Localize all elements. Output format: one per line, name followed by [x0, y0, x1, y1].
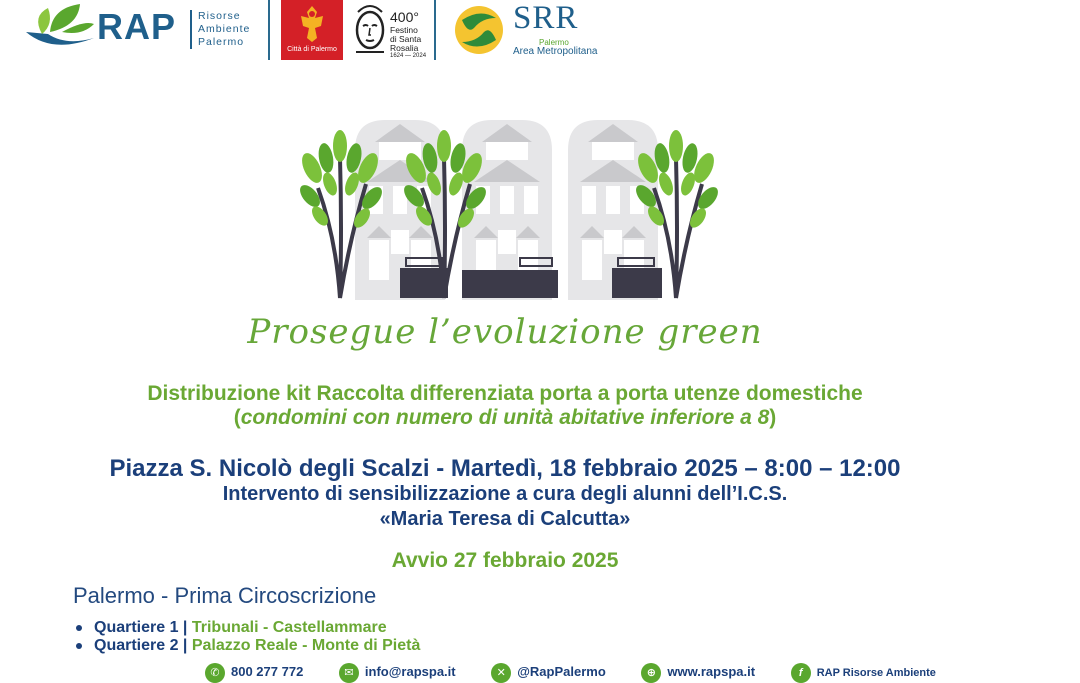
footer-website[interactable]: ⊕ www.rapspa.it	[641, 664, 755, 679]
bullet-icon	[76, 643, 82, 649]
event-school-name: «Maria Teresa di Calcutta»	[379, 508, 631, 530]
footer-facebook[interactable]: f RAP Risorse Ambiente	[791, 667, 936, 679]
footer-phone[interactable]: ✆ 800 277 772	[205, 664, 303, 679]
rap-logo-subtitle: Risorse Ambiente Palermo	[190, 10, 250, 49]
tagline: Prosegue l’evoluzione green	[247, 312, 763, 352]
distribution-title: Distribuzione kit Raccolta differenziata porta a porta utenze domestiche	[147, 382, 863, 405]
srr-swirl-icon	[452, 4, 506, 56]
footer-x-handle[interactable]: ✕ @RapPalermo	[491, 664, 606, 679]
phone-icon: ✆	[205, 663, 225, 683]
srr-logo-word: SRR	[513, 0, 579, 36]
festino-title: Festino di Santa Rosalia	[390, 25, 422, 53]
rap-leaf-icon	[22, 2, 98, 56]
santa-rosalia-face-icon	[352, 2, 388, 58]
event-location-date: Piazza S. Nicolò degli Scalzi - Martedì, 18 febbraio 2025 – 8:00 – 12:00	[109, 455, 901, 482]
rap-logo-word: RAP	[97, 6, 177, 47]
email-icon: ✉	[339, 663, 359, 683]
srr-logo-city: Palermo	[539, 38, 569, 47]
festino-years: 1624 — 2024	[390, 53, 427, 59]
event-description: Intervento di sensibilizzazione a cura degli alunni dell’I.C.S.	[222, 483, 788, 505]
srr-logo-area: Area Metropolitana	[513, 46, 598, 57]
list-item: Quartiere 2 | Palazzo Reale - Monte di Pietà	[76, 637, 420, 655]
buildings-and-trees-illustration	[300, 118, 730, 300]
palermo-eagle-icon	[295, 4, 329, 44]
start-date: Avvio 27 febbraio 2025	[391, 549, 619, 572]
distribution-condition: condomini con numero di unità abitative inferiore a 8	[240, 406, 770, 429]
citta-di-palermo-label: Città di Palermo	[287, 46, 337, 53]
festino-number: 400°	[390, 9, 419, 25]
circoscrizione-title: Palermo - Prima Circoscrizione	[73, 583, 377, 608]
x-logo-icon: ✕	[491, 663, 511, 683]
facebook-icon: f	[791, 663, 811, 683]
footer-contacts	[205, 663, 968, 683]
globe-icon: ⊕	[641, 663, 661, 683]
quartieri-list	[76, 619, 420, 655]
bullet-icon	[76, 625, 82, 631]
list-item: Quartiere 1 | Tribunali - Castellammare	[76, 619, 420, 637]
header-separator	[434, 0, 436, 60]
distribution-subtitle: (condomini con numero di unità abitative inferiore a 8)	[233, 406, 777, 429]
footer-email[interactable]: ✉ info@rapspa.it	[339, 664, 456, 679]
header-separator	[268, 0, 270, 60]
